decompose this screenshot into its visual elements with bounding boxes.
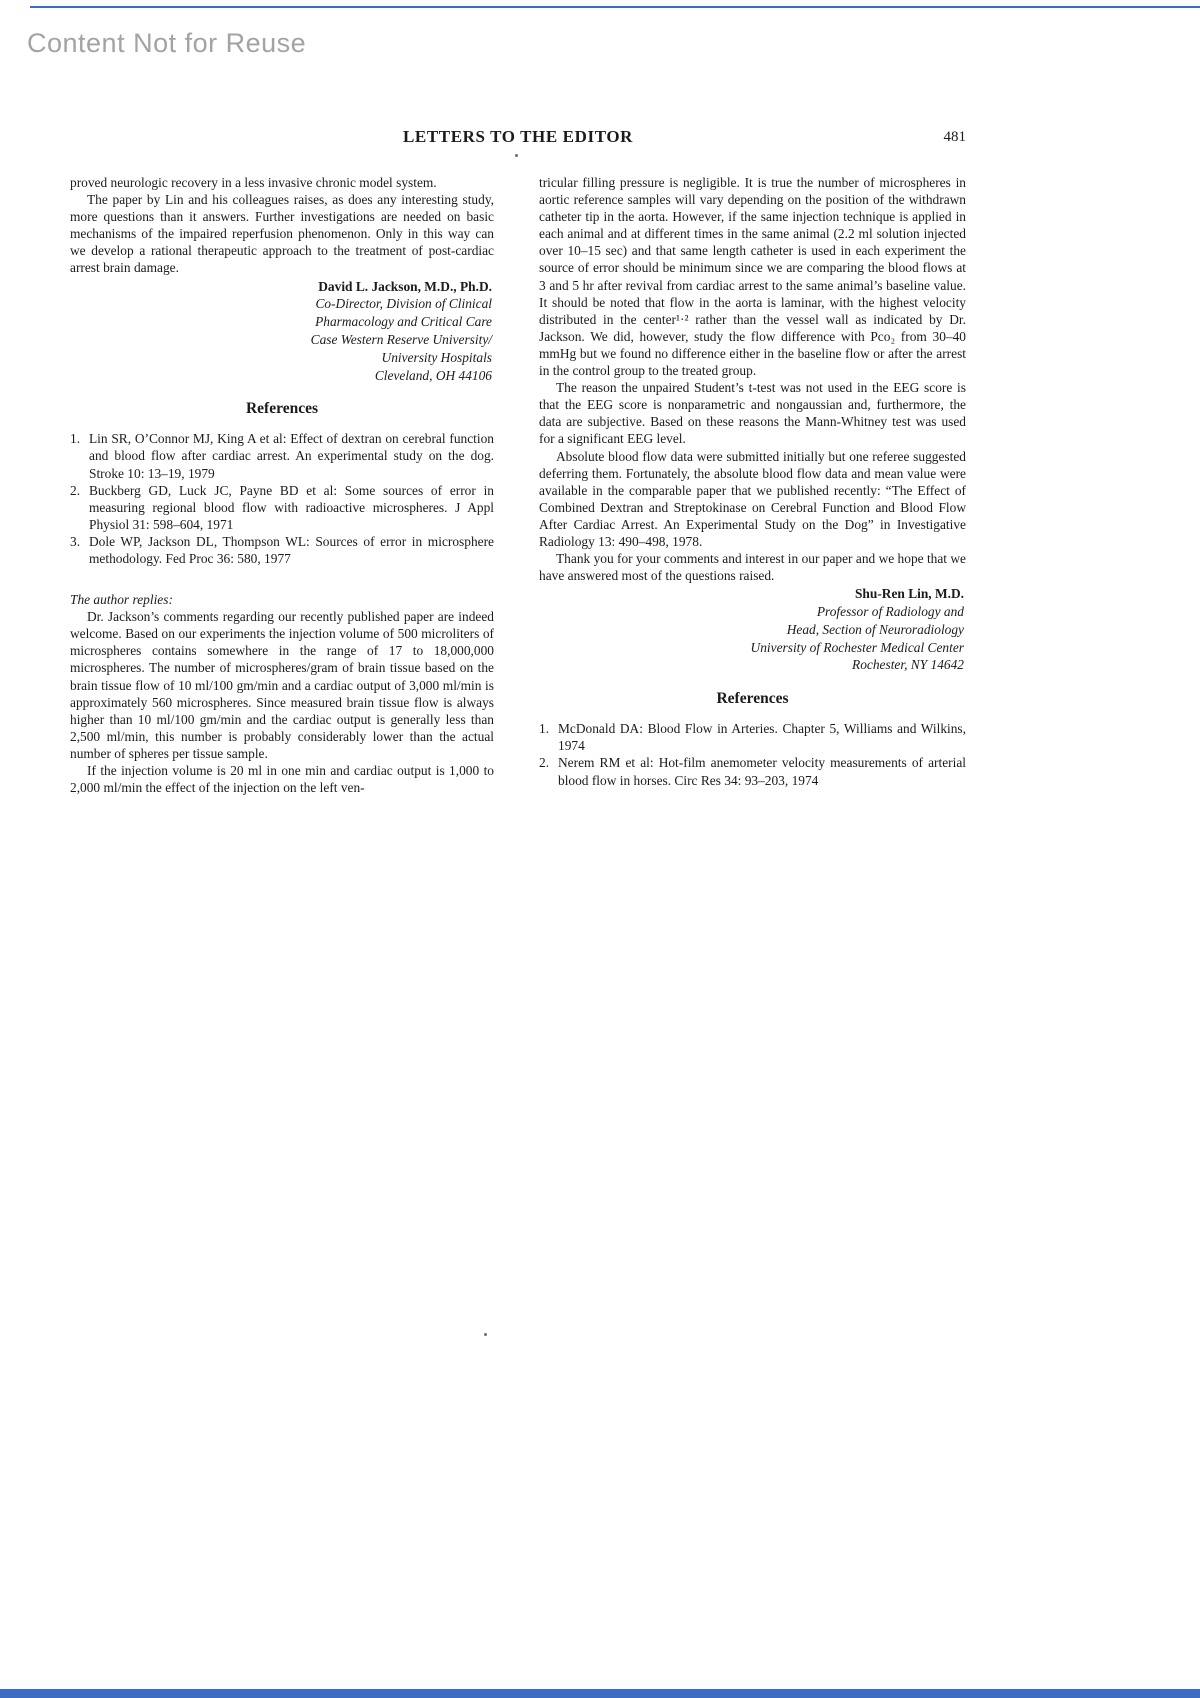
signature-name: Shu-Ren Lin, M.D.: [854, 586, 964, 602]
page-number: 481: [943, 129, 966, 145]
paragraph: proved neurologic recovery in a less invasive chronic model system.: [70, 175, 437, 190]
paragraph: Absolute blood flow data were submitted initially but one referee suggested deferring them. Fortunately, the absolute blood flow data and mean value were available in the comparable paper that we published recently: “The Effect of Combined Dextran and Streptokinase on Cerebral Function and Blood Flow After Cardiac Arrest. An Experimental Study on the Dog” in Investigative Radiology 13: 490–498, 1978.: [539, 448, 966, 549]
two-column-layout: [70, 174, 966, 796]
scan-artifact-dot: [484, 1333, 487, 1336]
paragraph: Dr. Jackson’s comments regarding our recently published paper are indeed welcome. Based on our experiments the injection volume of 500 microliters of microspheres contains somewhere in the range of 17 to 18,000,000 microspheres. The number of microspheres/gram of brain tissue based on the brain tissue flow of 10 ml/100 gm/min and a cardiac output of 3,000 ml/min is approximately 560 microspheres. Since measured brain tissue flow is always higher than 10 ml/100 gm/min and the cardiac output is generally less than 2,500 ml/min, this number is probably considerably lower than the actual number of spheres per tissue sample.: [70, 609, 494, 761]
signature-block-jackson: [70, 278, 494, 385]
references-list: [70, 430, 494, 567]
watermark-text: Content Not for Reuse: [27, 28, 307, 58]
reference-item: [70, 533, 494, 567]
signature-line: Case Western Reserve University/: [310, 331, 492, 347]
reference-number: 1.: [539, 721, 550, 737]
signature-line: Pharmacology and Critical Care: [315, 314, 492, 330]
author-replies-heading: The author replies:: [70, 592, 173, 608]
reference-text: Lin SR, O’Connor MJ, King A et al: Effect of dextran on cerebral function and blood flow after cardiac arrest. An experimental study on the dog. Stroke 10: 13–19, 1979: [89, 431, 494, 481]
paragraph: Thank you for your comments and interest in our paper and we hope that we have answered most of the questions raised.: [539, 551, 966, 584]
reference-text: McDonald DA: Blood Flow in Arteries. Chapter 5, Williams and Wilkins, 1974: [558, 721, 966, 754]
reference-number: 2.: [539, 755, 550, 771]
reference-item: [70, 430, 494, 481]
page-content: [70, 126, 966, 796]
top-edge-line: [30, 6, 1200, 8]
page-title: LETTERS TO THE EDITOR: [402, 127, 634, 146]
references-heading: References: [245, 400, 318, 418]
references-list: [539, 720, 966, 788]
reference-text: Buckberg GD, Luck JC, Payne BD et al: Some sources of error in measuring regional blood flow with radioactive microspheres. J Appl Physiol 31: 598–604, 1971: [89, 482, 494, 532]
signature-line: University of Rochester Medical Center: [750, 639, 964, 655]
signature-block-lin: [539, 585, 966, 674]
reference-item: [70, 482, 494, 533]
signature-line: Co-Director, Division of Clinical: [315, 296, 492, 312]
paragraph: The reason the unpaired Student’s t-test was not used in the EEG score is that the EEG score is nonparametric and nongaussian and, furthermore, the data are subjective. Based on these reasons the Mann-Whitney test was used for a significant EEG level.: [539, 380, 966, 447]
paragraph: If the injection volume is 20 ml in one min and cardiac output is 1,000 to 2,000 ml/min the effect of the injection on the left ven-: [70, 763, 494, 796]
paragraph: The paper by Lin and his colleagues raises, as does any interesting study, more questions than it answers. Further investigations are needed on basic mechanisms of the impaired reperfusion phenomenon. Only in this way can we develop a rational therapeutic approach to the treatment of post-cardiac arrest brain damage.: [70, 192, 494, 276]
left-column: [70, 174, 494, 796]
signature-line: Head, Section of Neuroradiology: [786, 621, 964, 637]
reference-item: [539, 720, 966, 754]
reference-text: Dole WP, Jackson DL, Thompson WL: Sources of error in microsphere methodology. Fed Proc 36: 580, 1977: [89, 533, 494, 566]
bottom-edge-bar: [0, 1689, 1200, 1698]
reference-number: 3.: [70, 533, 81, 549]
right-column: [539, 174, 966, 796]
reference-number: 1.: [70, 431, 81, 447]
reference-text: Nerem RM et al: Hot-film anemometer velocity measurements of arterial blood flow in horses. Circ Res 34: 93–203, 1974: [558, 755, 966, 788]
signature-name: David L. Jackson, M.D., Ph.D.: [318, 278, 492, 294]
page-header: [70, 126, 966, 148]
reference-item: [539, 754, 966, 788]
signature-line: University Hospitals: [381, 349, 492, 365]
reference-number: 2.: [70, 482, 81, 498]
references-heading: References: [716, 690, 789, 708]
signature-line: Professor of Radiology and: [816, 604, 964, 620]
signature-line: Rochester, NY 14642: [852, 657, 964, 673]
paragraph: tricular filling pressure is negligible. It is true the number of microspheres in aortic reference samples will vary depending on the position of the withdrawn catheter tip in the aorta. However, if the same injection technique is applied in each animal and at different times in the same animal (2.2 ml solution injected over 10–15 sec) and that same length catheter is used in each experiment the source of error should be minimum since we are comparing the blood flows at 3 and 5 hr after revival from cardiac arrest to the same animal’s baseline value. It should be noted that flow in the aorta is laminar, with the highest velocity distributed in the center¹·² rather than the vessel wall as indicated by Dr. Jackson. We did, however, study the flow difference with Pco₂ from 30–40 mmHg but we found no difference either in the baseline flow or after the arrest in the control group to the treated group.: [539, 175, 966, 379]
signature-line: Cleveland, OH 44106: [374, 367, 492, 383]
